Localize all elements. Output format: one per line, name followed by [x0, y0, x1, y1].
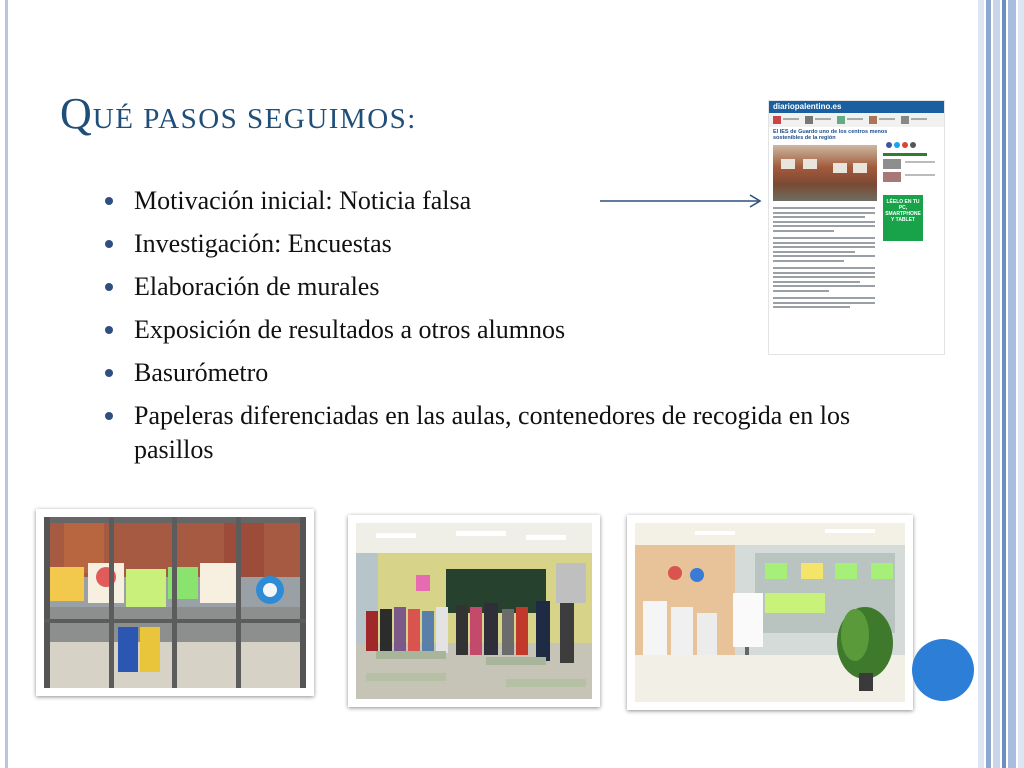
bullet-text: Investigación: Encuestas	[134, 229, 392, 258]
newspaper-sidebar	[881, 141, 941, 185]
newspaper-headline: El IES de Guardo uno de los centros menos sostenibles de la región	[773, 129, 888, 141]
photo-hallway-containers	[627, 515, 913, 710]
bullet-list	[104, 184, 884, 476]
newspaper-logo: diariopalentino.es	[773, 102, 842, 111]
window-posters-photo	[44, 517, 306, 688]
bullet-dot-icon	[105, 326, 113, 334]
newspaper-nav-thumbs	[769, 113, 944, 127]
right-arrow-icon	[600, 193, 764, 209]
newspaper-clipping-image	[768, 100, 945, 355]
bullet-dot-icon	[105, 283, 113, 291]
bullet-dot-icon	[105, 240, 113, 248]
photo-classroom-students	[348, 515, 600, 707]
bullet-dot-icon	[105, 197, 113, 205]
right-decorative-stripes	[978, 0, 1024, 768]
bullet-text: Papeleras diferenciadas en las aulas, contenedores de recogida en los pasillos	[134, 401, 851, 464]
title-first-letter: Q	[60, 89, 93, 138]
bullet-text: Exposición de resultados a otros alumnos	[134, 315, 566, 344]
bullet-item	[134, 356, 884, 390]
newspaper-nav	[769, 113, 944, 127]
bullet-item	[134, 399, 884, 467]
newspaper-body-text	[773, 207, 875, 311]
newspaper-header	[769, 101, 944, 113]
bullet-dot-icon	[105, 369, 113, 377]
left-border-line	[5, 0, 8, 768]
slide-title	[60, 88, 417, 139]
bullet-dot-icon	[105, 412, 113, 420]
bullet-text: Motivación inicial: Noticia falsa	[134, 186, 472, 215]
newspaper-photo	[773, 145, 877, 201]
classroom-photo	[356, 523, 592, 699]
photo-window-posters	[36, 509, 314, 696]
newspaper-ad: LÉELO EN TU PC, SMARTPHONE Y TABLET	[883, 195, 923, 241]
bullet-text: Basurómetro	[134, 358, 269, 387]
bullet-text: Elaboración de murales	[134, 272, 380, 301]
title-rest: UÉ PASOS SEGUIMOS:	[92, 103, 417, 135]
hallway-photo	[635, 523, 905, 702]
blue-circle-decoration	[912, 639, 974, 701]
